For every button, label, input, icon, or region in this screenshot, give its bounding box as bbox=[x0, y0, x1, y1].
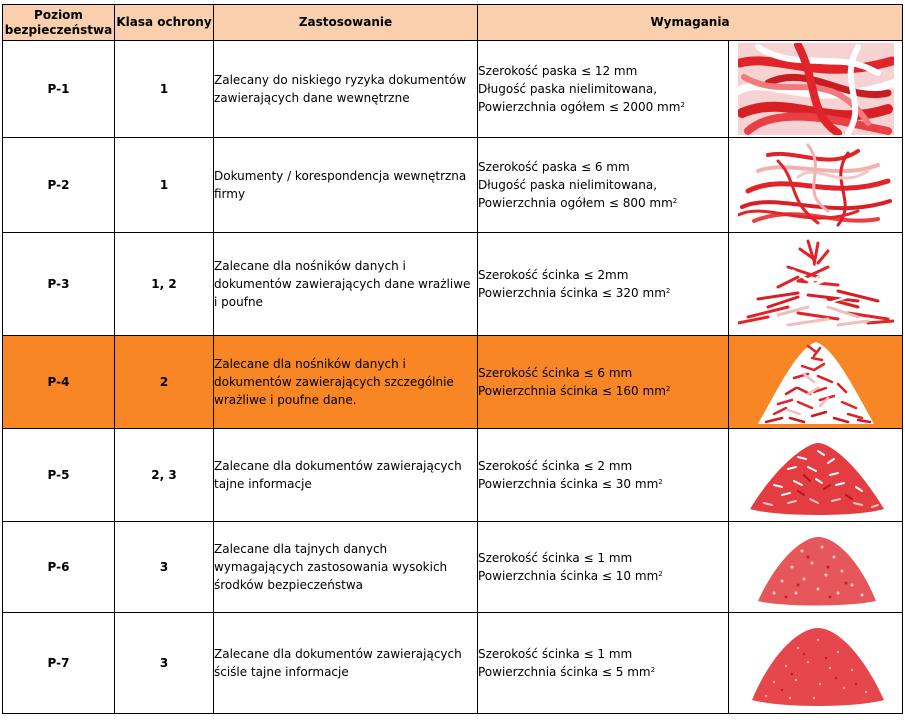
req-text: Powierzchnia ogółem ≤ 2000 mm bbox=[478, 100, 681, 114]
header-usage: Zastosowanie bbox=[214, 5, 478, 41]
req-text: Powierzchnia ogółem ≤ 800 mm bbox=[478, 196, 673, 210]
class-cell: 3 bbox=[115, 613, 214, 714]
class-cell: 2, 3 bbox=[115, 429, 214, 522]
shredded-particles-image bbox=[738, 338, 894, 426]
table-row-highlighted bbox=[3, 336, 903, 429]
image-cell bbox=[729, 522, 903, 613]
table-row bbox=[3, 41, 903, 138]
req-line: Szerokość ścinka ≤ 6 mm bbox=[478, 366, 633, 380]
req-line: Szerokość paska ≤ 6 mm bbox=[478, 160, 630, 174]
requirements-cell bbox=[478, 613, 729, 714]
requirements-cell bbox=[478, 429, 729, 522]
req-line bbox=[478, 98, 728, 116]
req-line bbox=[478, 475, 728, 493]
req-text: Powierzchnia ścinka ≤ 160 mm bbox=[478, 384, 666, 398]
req-exponent: 2 bbox=[665, 385, 671, 393]
class-cell: 1 bbox=[115, 138, 214, 233]
image-cell bbox=[729, 336, 903, 429]
req-line: Szerokość ścinka ≤ 2 mm bbox=[478, 459, 633, 473]
req-line: Szerokość ścinka ≤ 1 mm bbox=[478, 647, 633, 661]
table-row bbox=[3, 138, 903, 233]
level-cell: P-4 bbox=[3, 336, 115, 429]
class-cell: 2 bbox=[115, 336, 214, 429]
requirements-cell bbox=[478, 138, 729, 233]
header-requirements: Wymagania bbox=[478, 5, 903, 41]
req-line bbox=[478, 663, 728, 681]
class-cell: 1 bbox=[115, 41, 214, 138]
req-exponent: 2 bbox=[672, 197, 678, 205]
req-text: Powierzchnia ścinka ≤ 10 mm bbox=[478, 569, 659, 583]
req-line bbox=[478, 382, 728, 400]
security-levels-table bbox=[2, 4, 903, 714]
req-line: Szerokość paska ≤ 12 mm bbox=[478, 64, 638, 78]
req-line: Długość paska nielimitowana, bbox=[478, 178, 658, 192]
requirements-cell bbox=[478, 233, 729, 336]
req-text: Powierzchnia ścinka ≤ 30 mm bbox=[478, 477, 659, 491]
level-cell: P-6 bbox=[3, 522, 115, 613]
req-exponent: 2 bbox=[650, 666, 656, 674]
req-exponent: 2 bbox=[665, 287, 671, 295]
level-cell: P-7 bbox=[3, 613, 115, 714]
req-line: Szerokość ścinka ≤ 2mm bbox=[478, 268, 629, 282]
table-row bbox=[3, 429, 903, 522]
level-cell: P-5 bbox=[3, 429, 115, 522]
shredded-fine-pile-image bbox=[738, 527, 894, 607]
usage-cell: Zalecane dla dokumentów zawierających tajne informacje bbox=[214, 429, 478, 522]
level-cell: P-1 bbox=[3, 41, 115, 138]
image-cell bbox=[729, 429, 903, 522]
req-exponent: 2 bbox=[658, 478, 663, 486]
usage-cell: Zalecane dla nośników danych i dokumentów zawierających szczególnie wrażliwe i poufne dane. bbox=[214, 336, 478, 429]
shredded-dust-pile-image bbox=[738, 618, 894, 708]
shredded-strips-wide-image bbox=[738, 43, 894, 135]
image-cell bbox=[729, 233, 903, 336]
image-cell bbox=[729, 613, 903, 714]
usage-cell: Zalecane dla tajnych danych wymagających zastosowania wysokich środków bezpieczeństwa bbox=[214, 522, 478, 613]
requirements-cell bbox=[478, 336, 729, 429]
table-row bbox=[3, 522, 903, 613]
shredded-cross-cut-image bbox=[738, 237, 894, 331]
req-exponent: 2 bbox=[680, 101, 685, 109]
level-cell: P-3 bbox=[3, 233, 115, 336]
req-exponent: 2 bbox=[658, 570, 663, 578]
shredded-strips-narrow-image bbox=[738, 141, 894, 229]
req-line bbox=[478, 194, 728, 212]
image-cell bbox=[729, 138, 903, 233]
requirements-cell bbox=[478, 41, 729, 138]
req-line bbox=[478, 284, 728, 302]
table-header-row bbox=[3, 5, 903, 41]
table-row bbox=[3, 233, 903, 336]
req-line: Szerokość ścinka ≤ 1 mm bbox=[478, 551, 633, 565]
req-text: Powierzchnia ścinka ≤ 320 mm bbox=[478, 286, 666, 300]
level-cell: P-2 bbox=[3, 138, 115, 233]
req-line: Długość paska nielimitowana, bbox=[478, 82, 658, 96]
header-level: Poziom bezpieczeństwa bbox=[3, 5, 115, 41]
header-class: Klasa ochrony bbox=[115, 5, 214, 41]
class-cell: 1, 2 bbox=[115, 233, 214, 336]
req-text: Powierzchnia ścinka ≤ 5 mm bbox=[478, 665, 651, 679]
table-row bbox=[3, 613, 903, 714]
shredded-micro-cut-image bbox=[738, 433, 894, 517]
requirements-cell bbox=[478, 522, 729, 613]
class-cell: 3 bbox=[115, 522, 214, 613]
usage-cell: Zalecany do niskiego ryzyka dokumentów zawierających dane wewnętrzne bbox=[214, 41, 478, 138]
usage-cell: Zalecane dla dokumentów zawierających ściśle tajne informacje bbox=[214, 613, 478, 714]
usage-cell: Zalecane dla nośników danych i dokumentów zawierających dane wrażliwe i poufne bbox=[214, 233, 478, 336]
req-line bbox=[478, 567, 728, 585]
usage-cell: Dokumenty / korespondencja wewnętrzna firmy bbox=[214, 138, 478, 233]
image-cell bbox=[729, 41, 903, 138]
